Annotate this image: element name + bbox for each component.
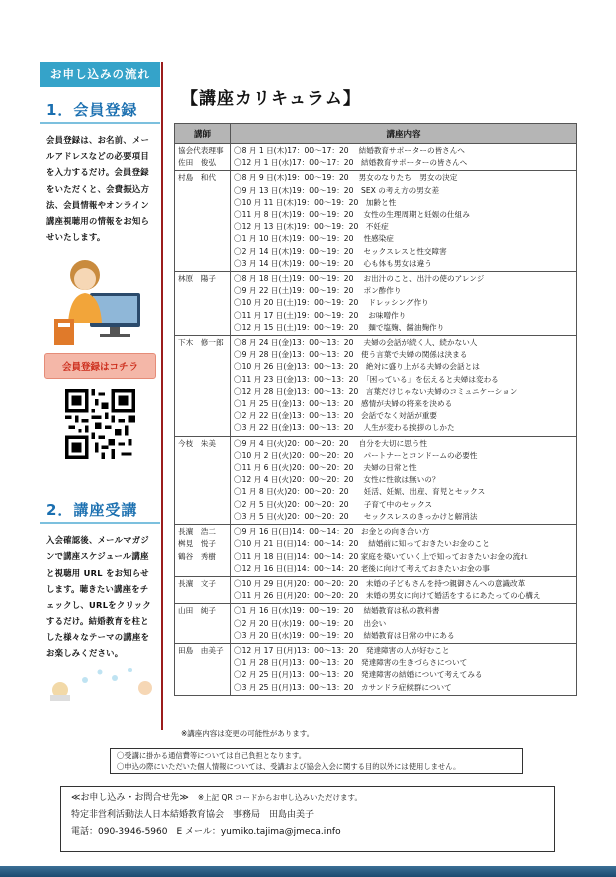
step1-text: 会員登録は、お名前、メールアドレスなどの必要項目を入力するだけ。会員登録をいただくと、会費振込方法、会員情報やオンライン講座視聴用の情報をお知らせいたします。: [46, 135, 150, 243]
lecture-item: 〇1 月 25 日(金)13：00～13：20 感情が夫婦の将来を決める: [234, 399, 453, 409]
content-cell: [231, 336, 577, 437]
lecture-item: 〇3 月 22 日(金)13：00～13：20 人生が変わる挨拶のしかた: [234, 423, 455, 433]
lecturer-name: 鶴谷 秀樹: [178, 551, 216, 561]
change-note: ※講座内容は変更の可能性があります。: [181, 729, 315, 738]
lecture-item: 〇11 月 26 日(月)20：00～20：20 未婚の男女に向けて婚活をするにあたっての心構え: [234, 591, 541, 601]
table-row: [175, 643, 577, 695]
lecture-item: 〇10 月 20 日(土)19：00～19：20 ドレッシング作り: [234, 298, 429, 308]
lecture-item: 〇3 月 25 日(月)13：00～13：20 カサンドラ症候群について: [234, 682, 452, 692]
disclaimer-line: 〇受講に掛かる通信費等については自己負担となります。: [117, 751, 306, 760]
lecturer-name: 山田 純子: [178, 606, 216, 616]
lecture-item: 〇9 月 13 日(木)19：00～19：20 SEX の考え方の男女差: [234, 185, 440, 195]
column-header-lecturer: 講師: [175, 124, 231, 144]
contact-heading: ≪お申し込み・お問合せ先≫: [71, 793, 189, 803]
contact-phone-email[interactable]: 電話：090-3946-5960 E メール：yumiko.tajima@jmeca.info: [71, 827, 341, 837]
lecturer-name: 長濵 浩二: [178, 527, 216, 537]
table-row: [175, 436, 577, 524]
lecturer-cell: [175, 144, 231, 171]
footer-bar: [0, 866, 616, 877]
curriculum-table: [174, 123, 577, 696]
lecture-item: 〇12 月 28 日(金)13：00～13：20 言葉だけじゃない夫婦のコミュニケーション: [234, 386, 518, 396]
lecture-item: 〇2 月 14 日(木)19：00～19：20 セックスレスと性交障害: [234, 246, 447, 256]
lecture-item: 〇12 月 15 日(土)19：00～19：20 麺で塩麹、醤油麹作り: [234, 322, 445, 332]
lecture-item: 〇3 月 20 日(水)19：00～19：20 結婚教育は日常の中にある: [234, 630, 455, 640]
content-cell: [231, 144, 577, 171]
lecture-item: 〇11 月 8 日(木)19：00～19：20 女性の生理周期と妊娠の仕組み: [234, 210, 470, 220]
register-button[interactable]: 会員登録はコチラ: [44, 353, 156, 379]
lecturer-name: 佐田 俊弘: [178, 158, 216, 168]
lecturer-cell: [175, 604, 231, 644]
lecture-item: 〇2 月 22 日(金)13：00～13：20 会話でなく対話が重要: [234, 411, 437, 421]
lecturer-name: 田島 由美子: [178, 645, 224, 655]
table-row: [175, 604, 577, 644]
lecture-item: 〇1 月 10 日(木)19：00～19：20 性感染症: [234, 234, 394, 244]
lecture-item: 〇10 月 21 日(日)14：00～14：20 結婚前に知っておきたいお金のこと: [234, 539, 490, 549]
bubbles-illustration: [40, 662, 160, 702]
table-row: [175, 576, 577, 603]
table-row: [175, 171, 577, 272]
sidebar-header: お申し込みの流れ: [40, 62, 160, 87]
lecture-item: 〇11 月 23 日(金)13：00～13：20 「困っている」を伝えると夫婦は変わる: [234, 374, 499, 384]
lecturer-cell: [175, 272, 231, 336]
table-row: [175, 525, 577, 577]
lecture-item: 〇11 月 6 日(火)20：00～20：20 夫婦の日常と性: [234, 463, 417, 473]
lecture-item: 〇8 月 18 日(土)19：00～19：20 お出汁のこと、出汁の使のアレンジ: [234, 274, 485, 284]
column-header-content: 講座内容: [231, 124, 577, 144]
page-title: 【講座カリキュラム】: [181, 89, 361, 109]
lecturer-name: 村島 和代: [178, 173, 216, 183]
lecture-item: 〇11 月 17 日(土)19：00～19：20 お味噌作り: [234, 310, 407, 320]
lecture-item: 〇9 月 28 日(金)13：00～13：20 使う言葉で夫婦の関係は決まる: [234, 350, 468, 360]
contact-heading-note: ※上記 QR コードからお申し込みいただけます。: [197, 793, 362, 802]
content-cell: [231, 436, 577, 524]
lecture-item: 〇8 月 1 日(木)17：00～17：20 結婚教育サポーターの皆さんへ: [234, 146, 465, 155]
contact-org: 特定非営利活動法人日本結婚教育協会 事務局 田島由美子: [71, 810, 315, 820]
lecture-item: 〇10 月 11 日(木)19：00～19：20 加齢と性: [234, 197, 397, 207]
lecturer-cell: [175, 436, 231, 524]
table-row: [175, 144, 577, 171]
lecturer-cell: [175, 576, 231, 603]
lecturer-name: 桝見 悦子: [178, 539, 216, 549]
lecture-item: 〇9 月 4 日(火)20：00～20：20 自分を大切に思う性: [234, 438, 427, 448]
lecturer-cell: [175, 171, 231, 272]
lecture-item: 〇3 月 14 日(木)19：00～19：20 心も体も男女は違う: [234, 258, 432, 268]
lecture-item: 〇9 月 22 日(土)19：00～19：20 ポン酢作り: [234, 286, 402, 296]
content-cell: [231, 576, 577, 603]
step2-title: 2．講座受講: [40, 499, 160, 524]
lecture-item: 〇1 月 8 日(火)20：00～20：20 妊活、妊娠、出産、育児とセックス: [234, 487, 486, 497]
lecturer-name: 長濵 文子: [178, 578, 216, 588]
lecturer-cell: [175, 336, 231, 437]
lecture-item: 〇1 月 28 日(月)13：00～13：20 発達障害の生きづらさについて: [234, 658, 468, 668]
table-row: [175, 336, 577, 437]
lecture-item: 〇2 月 5 日(火)20：00～20：20 子育て中のセックス: [234, 499, 433, 509]
lecture-item: 〇12 月 13 日(木)19：00～19：20 不妊症: [234, 222, 389, 232]
lecturer-name: 今枝 朱美: [178, 438, 216, 448]
content-cell: [231, 171, 577, 272]
qr-code-icon[interactable]: [65, 389, 135, 459]
content-cell: [231, 525, 577, 577]
sidebar: [40, 62, 160, 727]
lecturer-name: 協会代表理事: [178, 146, 224, 155]
disclaimer-line: 〇申込の際にいただいた個人情報については、受講および協会入会に関する目的以外には使用しません。: [117, 762, 461, 771]
lecture-item: 〇8 月 9 日(木)19：00～19：20 男女のなりたち 男女の決定: [234, 173, 458, 183]
content-cell: [231, 604, 577, 644]
table-row: [175, 272, 577, 336]
lecture-item: 〇12 月 4 日(火)20：00～20：20 女性に性欲は無いの？: [234, 475, 440, 485]
lecture-item: 〇10 月 29 日(月)20：00～20：20 未婚の子どもさんを持つ親御さんへの意識改革: [234, 578, 526, 588]
lecturer-name: 下木 修一郎: [178, 338, 224, 348]
disclaimer-box: [110, 748, 523, 774]
step1-title: 1．会員登録: [40, 99, 160, 124]
content-cell: [231, 272, 577, 336]
lecture-item: 〇10 月 26 日(金)13：00～13：20 絶対に盛り上がる夫婦の会話とは: [234, 362, 480, 372]
lecture-item: 〇12 月 1 日(水)17：00～17：20 結婚教育サポーターの皆さんへ: [234, 158, 468, 168]
lecture-item: 〇3 月 5 日(火)20：00～20：20 セックスレスのきっかけと解消法: [234, 511, 478, 521]
lecture-item: 〇10 月 2 日(火)20：00～20：20 パートナーとコンドームの必要性: [234, 450, 478, 460]
lecturer-cell: [175, 643, 231, 695]
lecture-item: 〇1 月 16 日(水)19：00～19：20 結婚教育は私の教科書: [234, 606, 440, 616]
lecture-item: 〇2 月 25 日(月)13：00～13：20 発達障害の結婚について考えてみる: [234, 670, 483, 680]
lecturer-cell: [175, 525, 231, 577]
step2-text: 入会確認後、メールマガジンで講座スケジュール講座と視聴用 URL をお知らせします。聴きたい講座をチェックし、URLをクリックするだけ。結婚教育を柱とした様々なテーマの講座をお楽しみください。: [46, 535, 151, 659]
computer-user-illustration: [40, 253, 160, 345]
lecture-item: 〇11 月 18 日(日)14：00～14：20 家庭を築いていく上で知っておきたいお金の流れ: [234, 551, 528, 561]
lecture-item: 〇12 月 16 日(日)14：00～14：20 老後に向けて考えておきたいお金の事: [234, 563, 490, 573]
sidebar-divider: [161, 62, 163, 730]
lecture-item: 〇12 月 17 日(月)13：00～13：20 発達障害の人が好むこと: [234, 645, 450, 655]
content-cell: [231, 643, 577, 695]
contact-box: [60, 786, 555, 852]
table-header-row: [175, 124, 577, 144]
lecturer-name: 林原 陽子: [178, 274, 216, 284]
lecture-item: 〇8 月 24 日(金)13：00～13：20 夫婦の会話が続く人、続かない人: [234, 338, 478, 348]
lecture-item: 〇9 月 16 日(日)14：00～14：20 お金との向き合い方: [234, 527, 430, 537]
lecture-item: 〇2 月 20 日(水)19：00～19：20 出会い: [234, 618, 387, 628]
